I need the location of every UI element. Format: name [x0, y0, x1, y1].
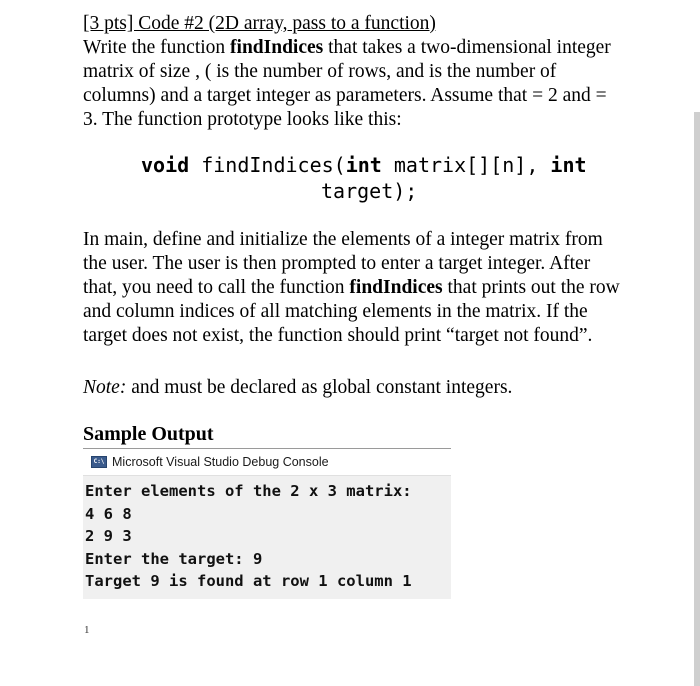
- sample-output-title: Sample Output: [83, 422, 451, 449]
- document-page: [83, 12, 623, 599]
- prototype-signature-1: findIndices(: [189, 153, 346, 177]
- main-text-1: In main, define and initialize the elements of a integer matrix from the user. The user is then prompted to enter a target integer. After that, you need to call the function: [83, 229, 603, 298]
- intro-text-1: Write the function: [83, 37, 231, 58]
- prototype-line-1: [83, 152, 623, 178]
- console-line: 2 9 3: [85, 527, 132, 546]
- console-line: Enter the target: 9: [85, 549, 263, 568]
- console-app-icon: C:\: [91, 456, 107, 468]
- keyword-int-1: int: [345, 153, 382, 177]
- vertical-scrollbar[interactable]: [694, 112, 700, 686]
- debug-console-window: [83, 449, 451, 599]
- intro-text-2: that takes a two-dimensional integer matrix of size , ( is the number of rows, and is the number of columns) and a target integer as parameters. Assume that = 2 and = 3. The function prototype looks like this:: [83, 37, 611, 130]
- intro-function-name: findIndices: [230, 37, 324, 58]
- main-text-2: that prints out the row and column indices of all matching elements in the matrix. If the target does not exist, the function should print “target not found”.: [83, 277, 620, 346]
- function-prototype: [83, 152, 623, 204]
- main-paragraph: [83, 228, 623, 348]
- note-label: Note:: [83, 377, 127, 398]
- prototype-line-2: target);: [321, 179, 418, 203]
- intro-paragraph: [83, 36, 623, 132]
- console-line: Enter elements of the 2 x 3 matrix:: [85, 482, 412, 500]
- question-heading: [3 pts] Code #2 (2D array, pass to a function): [83, 13, 436, 34]
- main-function-name: findIndices: [349, 277, 443, 298]
- console-title: Microsoft Visual Studio Debug Console: [112, 455, 329, 469]
- console-title-bar: [83, 449, 451, 476]
- console-line: Target 9 is found at row 1 column 1: [85, 572, 412, 591]
- console-line: 4 6 8: [85, 504, 132, 523]
- keyword-void: void: [141, 153, 190, 177]
- page-footer-mark: 1: [84, 624, 90, 636]
- console-output: [83, 476, 451, 599]
- note-paragraph: [83, 376, 623, 400]
- keyword-int-2: int: [550, 153, 587, 177]
- note-text: and must be declared as global constant integers.: [126, 377, 513, 398]
- prototype-signature-2: matrix[][n],: [381, 153, 551, 177]
